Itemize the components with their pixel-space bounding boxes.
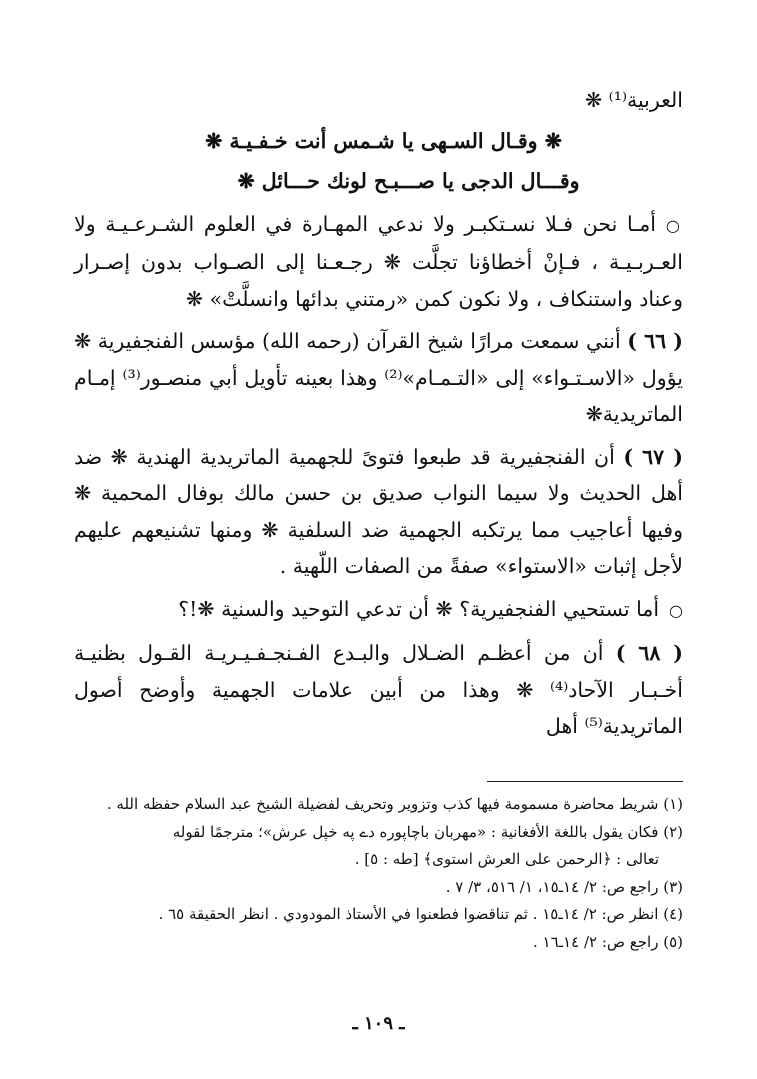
paragraph-text: أن الفنجفيرية قد طبعوا فتوىً للجهمية الماتريدية الهندية ❋ ضد أهل الحديث ولا سيما النواب صديق بن حسن مالك بوفال المحمية ❋ وفيها أعاجيب مما يرتكبه الجهمية ضد السلفية ❋ ومنها تشنيعهم عليهم لأجل إثبات «الاستواء» صفةً من الصفات اللّهية .: [74, 444, 683, 578]
numbered-paragraph: [74, 439, 683, 585]
footnote: (١) شريط محاضرة مسمومة فيها كذب وتزوير وتحريف لفضيلة الشيخ عبد السلام حفظه الله .: [106, 795, 683, 813]
poem-verse: وقـــال الدجى يا صـــبـح لونك حـــائل ❋: [237, 169, 580, 193]
circle-marker-icon: ○: [665, 215, 683, 235]
footnote: (٤) انظر ص: ٢/ ١٤ـ١٥ . ثم تناقضوا فطعنوا في الأستاذ المودودي . انظر الحقيقة ٦٥ .: [158, 905, 683, 923]
footnote: (٢) فكان يقول باللغة الأفغانية : «مهربان باچاپوره دے په خپل عرش»؛ مترجمًا لقوله: [172, 822, 683, 841]
footnote: (٥) راجع ص: ٢/ ١٤ـ١٦ .: [532, 932, 683, 951]
text-line: العربية⁽¹⁾ ❋: [584, 88, 683, 112]
circle-marker-icon: ○: [669, 600, 683, 620]
paragraph-text: أن من أعظـم الضـلال والبـدع الفـنجـفـيـريـة القـول بظنيـة أخـبـار الآحاد⁽⁴⁾ ❋ وهذا من أبين علامات الجهمية وأوضح أصول الماتريدية⁽⁵⁾ أهل: [74, 641, 683, 738]
paragraph: [74, 591, 683, 630]
numbered-paragraph: [74, 635, 683, 745]
footnote-continuation: تعالى : ﴿الرحمن على العرش استوى﴾ [طه : ٥] .: [354, 850, 659, 868]
paragraph-text: أمـا نحن فـلا نسـتكبـر ولا ندعي المهـارة في العلوم الشـرعـيـة ولا العـربـيـة ، فـإنْ أخطاؤنا تجلَّت ❋ رجـعـنا إلى الصـواب بدون إصـرار وعناد واستنكاف ، ولا نكون كمن «رمتني بدائها وانسلَّتْ» ❋: [74, 211, 683, 311]
footnotes: [74, 791, 683, 956]
paragraph-text: أما تستحيي الفنجفيرية؟ ❋ أن تدعي التوحيد والسنية ❋!؟: [178, 596, 660, 621]
numbered-paragraph: [74, 323, 683, 433]
footnote-divider: [487, 781, 683, 782]
footnote: (٣) راجع ص: ٢/ ١٤ـ١٥، ١/ ٥١٦، ٣/ ٧ .: [445, 877, 683, 896]
paragraph: [74, 206, 683, 318]
paragraph-text: أنني سمعت مرارًا شيخ القرآن (رحمه الله) مؤسس الفنجفيرية ❋ يؤول «الاسـتـواء» إلى «التـمـام»⁽²⁾ وهذا بعينه تأويل أبي منصـور⁽³⁾ إمـام الماتريدية❋: [74, 329, 683, 426]
paragraph-number: ( ٦٨ ): [615, 641, 683, 665]
paragraph-number: ( ٦٦ ): [627, 329, 683, 353]
poem-verse: ❋ وقـال السـهى يا شـمس أنت خـفـيـة ❋: [205, 128, 562, 153]
page-number: ـ ١٠٩ ـ: [352, 1013, 405, 1034]
paragraph-number: ( ٦٧ ): [623, 444, 683, 469]
main-text: [74, 82, 683, 751]
